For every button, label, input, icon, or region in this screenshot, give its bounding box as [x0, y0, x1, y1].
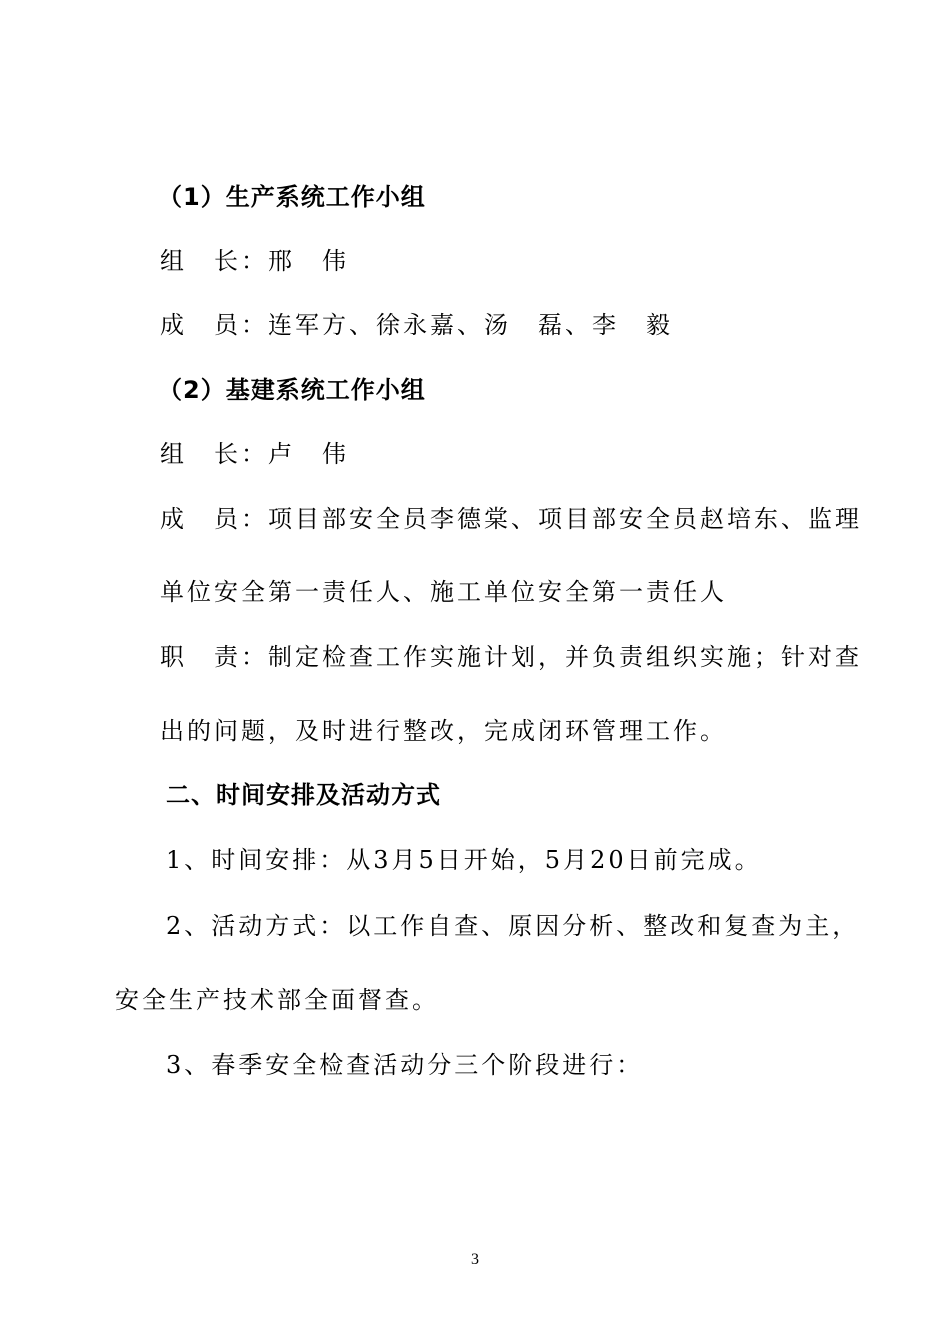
production-members-line: 成 员：连军方、徐永嘉、汤 磊、李 毅	[160, 311, 673, 339]
construction-members-line-1: 成 员：项目部安全员李德棠、项目部安全员赵培东、监理	[160, 505, 862, 533]
schedule-item-1: 1、时间安排：从3月5日开始，5月20日前完成。	[166, 846, 762, 874]
responsibility-line-2: 出的问题，及时进行整改，完成闭环管理工作。	[160, 717, 727, 745]
subsection-heading-production: （1）生产系统工作小组	[158, 183, 426, 211]
schedule-item-2-line-2: 安全生产技术部全面督查。	[115, 986, 439, 1014]
schedule-item-2-line-1: 2、活动方式：以工作自查、原因分析、整改和复查为主，	[166, 912, 860, 940]
construction-members-line-2: 单位安全第一责任人、施工单位安全第一责任人	[160, 578, 727, 606]
section-heading-schedule: 二、时间安排及活动方式	[166, 781, 441, 809]
schedule-item-3: 3、春季安全检查活动分三个阶段进行：	[166, 1051, 644, 1079]
production-leader-line: 组 长：邢 伟	[160, 247, 349, 275]
construction-leader-line: 组 长：卢 伟	[160, 440, 349, 468]
page-number: 3	[471, 1251, 479, 1268]
subsection-heading-construction: （2）基建系统工作小组	[158, 376, 426, 404]
responsibility-line-1: 职 责：制定检查工作实施计划，并负责组织实施；针对查	[160, 643, 862, 671]
